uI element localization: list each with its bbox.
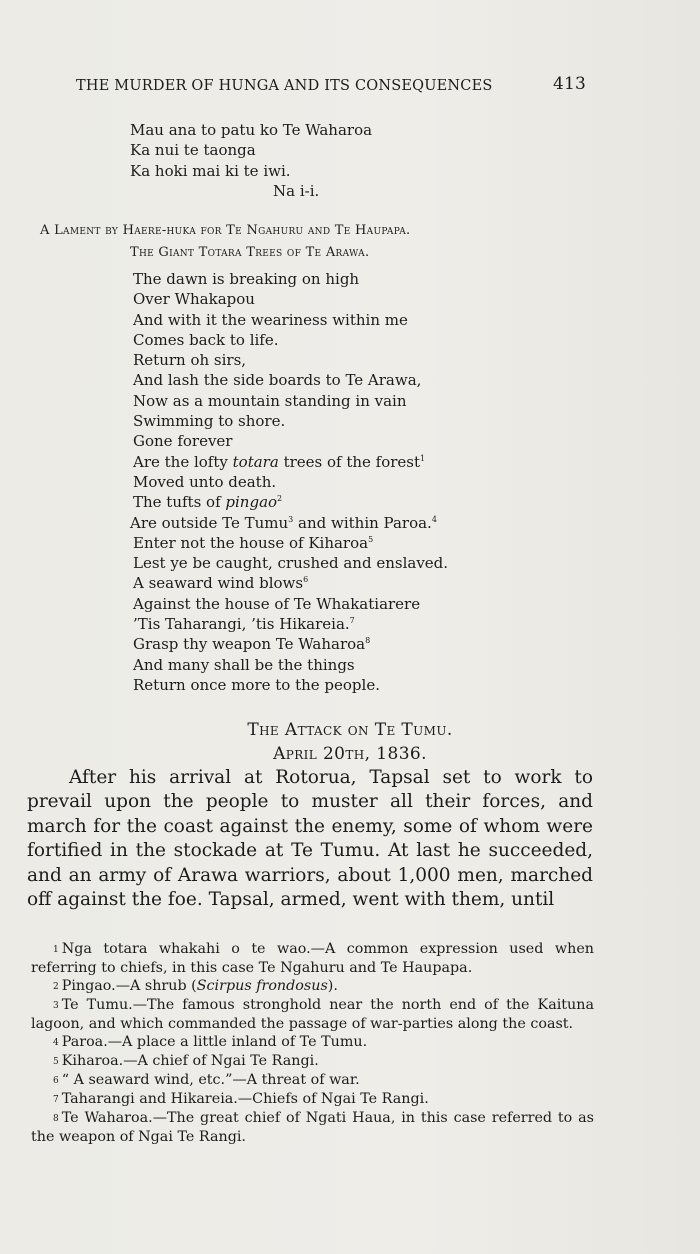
- italic-word: pingao: [225, 493, 278, 512]
- section-title: The Attack on Te Tumu.: [247, 720, 453, 740]
- verse-line: [133, 452, 448, 472]
- italic-term: Scirpus frondosus: [196, 978, 328, 994]
- running-title: THE MURDER OF HUNGA AND ITS CONSEQUENCES: [76, 78, 493, 94]
- footnote-text: Te Waharoa.—The great chief of Ngati Haua, in this case referred to as the weapon of Ngai Te Rangi.: [31, 1110, 594, 1145]
- verse-line: [133, 573, 448, 593]
- footnote-text: Nga totara whakahi o te wao.—A common expression used when referring to chiefs, in this case Te Ngahuru and Te Haupapa.: [31, 941, 594, 976]
- line-text: The tufts of: [133, 493, 226, 512]
- footnote-ref: 2: [277, 494, 283, 504]
- section-date: April 20th, 1836.: [273, 744, 427, 764]
- line-text: ’Tis Taharangi, ’tis Hikareia.: [133, 615, 350, 634]
- lament-verse: [130, 269, 449, 695]
- footnote-text: “ A seaward wind, etc.”—A threat of war.: [61, 1072, 360, 1088]
- line-text: trees of the forest: [278, 452, 421, 471]
- footnote-ref: 7: [349, 616, 355, 626]
- body-text: [27, 766, 593, 912]
- lament-heading-line1: A Lament by Haere-huka for Te Ngahuru and Te Haupapa.: [40, 223, 411, 238]
- footnote-text: ).: [327, 978, 338, 994]
- verse-line: Comes back to life.: [133, 330, 279, 349]
- footnote-ref: 5: [368, 534, 374, 544]
- footnote-ref: 3: [288, 514, 294, 524]
- footnote-text: Pingao.—A shrub (: [61, 978, 197, 994]
- verse-line: Moved unto death.: [133, 472, 277, 491]
- footnote-7: [31, 1090, 594, 1109]
- footnote-text: Te Tumu.—The famous stronghold near the north end of the Kaituna lagoon, and which commanded the passage of war-parties along the coast.: [31, 997, 594, 1032]
- footnote-number: 3: [53, 1001, 59, 1011]
- verse-line: [130, 513, 448, 533]
- footnote-5: [31, 1052, 594, 1071]
- footnote-number: 7: [53, 1095, 59, 1105]
- verse-line: [133, 634, 448, 654]
- line-text: and within Paroa.: [293, 513, 432, 532]
- footnote-ref: 4: [431, 514, 437, 524]
- lament-heading: [40, 220, 660, 264]
- verse-line: And with it the weariness within me: [133, 310, 408, 329]
- line-text: Are the lofty: [133, 452, 233, 471]
- footnotes: [31, 940, 594, 1146]
- italic-word: totara: [232, 452, 279, 471]
- line-text: Enter not the house of Kiharoa: [133, 533, 369, 552]
- footnote-number: 6: [53, 1076, 59, 1086]
- footnote-1: [31, 940, 594, 977]
- footnote-text: Paroa.—A place a little inland of Te Tumu.: [61, 1034, 368, 1050]
- verse-line: Against the house of Te Whakatiarere: [133, 594, 421, 613]
- footnote-3: [31, 996, 594, 1033]
- verse-line: Ka nui te taonga: [130, 141, 256, 160]
- verse-closing: Na i-i.: [273, 181, 320, 200]
- footnote-number: 2: [53, 982, 59, 992]
- verse-line: Return oh sirs,: [133, 351, 247, 370]
- footnote-text: Kiharoa.—A chief of Ngai Te Rangi.: [61, 1053, 319, 1069]
- verse-line: Return once more to the people.: [133, 675, 380, 694]
- verse-line: [133, 614, 448, 634]
- verse-line: Lest ye be caught, crushed and enslaved.: [133, 554, 449, 573]
- footnote-ref: 6: [303, 575, 309, 585]
- section-heading: [0, 718, 700, 766]
- footnote-ref: 1: [420, 453, 426, 463]
- line-text: A seaward wind blows: [133, 574, 304, 593]
- footnote-number: 8: [53, 1114, 59, 1124]
- line-text: Grasp thy weapon Te Waharoa: [133, 635, 366, 654]
- footnote-2: [31, 977, 594, 996]
- verse-line: Ka hoki mai ki te iwi.: [130, 161, 291, 180]
- verse-line: Gone forever: [133, 432, 233, 451]
- page-number: 413: [552, 74, 586, 94]
- footnote-8: [31, 1109, 594, 1146]
- lament-heading-line2: The Giant Totara Trees of Te Arawa.: [130, 245, 370, 260]
- footnote-number: 4: [53, 1038, 59, 1048]
- verse-line: [133, 492, 448, 512]
- verse-line: The dawn is breaking on high: [133, 270, 360, 288]
- verse-line: And many shall be the things: [133, 655, 355, 674]
- verse-line: Now as a mountain standing in vain: [133, 391, 407, 410]
- footnote-4: [31, 1033, 594, 1052]
- body-paragraph: After his arrival at Rotorua, Tapsal set to work to prevail upon the people to muster all their forces, and march for the coast against the enemy, some of whom were fortified in the stockade at Te Tumu. At last he succeeded, and an army of Arawa warriors, about 1,000 men, marched off against the foe. Tapsal, armed, went with them, until: [27, 767, 593, 911]
- verse-line: And lash the side boards to Te Arawa,: [133, 371, 422, 390]
- footnote-number: 5: [53, 1057, 59, 1067]
- verse-line: Mau ana to patu ko Te Waharoa: [130, 121, 373, 139]
- footnote-ref: 8: [365, 636, 371, 646]
- verse-line: Swimming to shore.: [133, 412, 286, 431]
- footnote-number: 1: [53, 945, 59, 955]
- footnote-6: [31, 1071, 594, 1090]
- footnote-text: Taharangi and Hikareia.—Chiefs of Ngai Te Rangi.: [61, 1091, 429, 1107]
- verse-line: Over Whakapou: [133, 290, 255, 309]
- verse-line: [133, 533, 448, 553]
- verse-one: [130, 120, 372, 201]
- line-text: Are outside Te Tumu: [130, 513, 289, 532]
